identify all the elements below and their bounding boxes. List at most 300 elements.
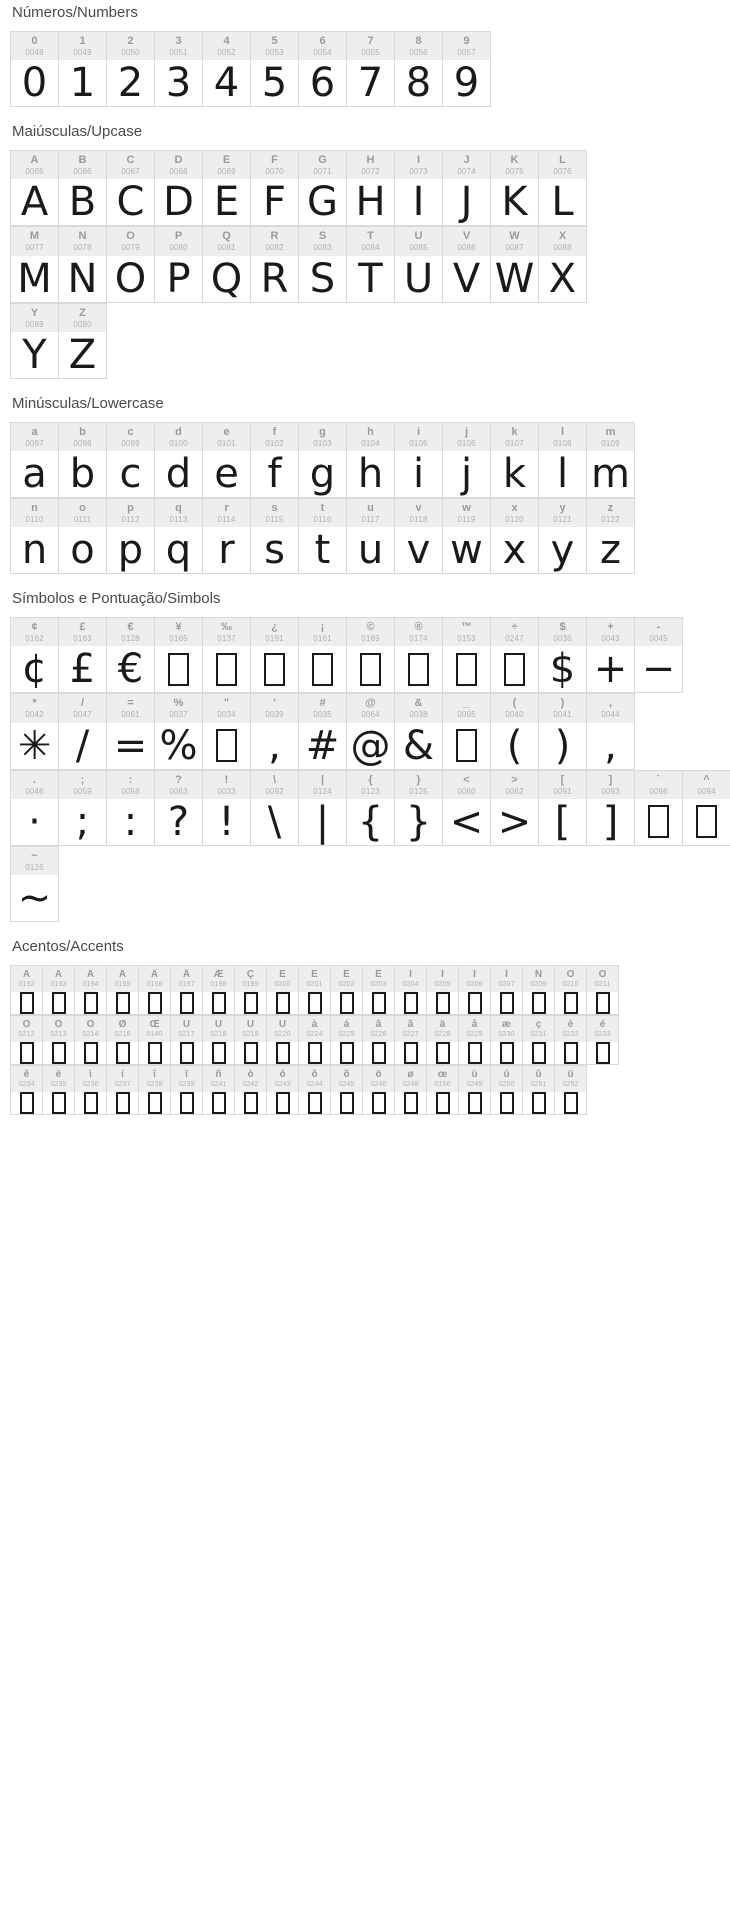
glyph-cell[interactable] <box>155 618 203 693</box>
glyph-header <box>11 227 58 255</box>
glyph-cell[interactable] <box>491 151 539 226</box>
glyph-header <box>427 966 458 992</box>
glyph-cell[interactable] <box>395 32 443 107</box>
glyph-cell[interactable] <box>347 618 395 693</box>
glyph-cell[interactable] <box>155 32 203 107</box>
glyph-cell[interactable] <box>107 1016 139 1065</box>
glyph-sample: K <box>491 179 538 225</box>
glyph-header <box>299 966 330 992</box>
glyph-code-label: 0070 <box>265 167 284 177</box>
glyph-cell[interactable] <box>139 1066 171 1115</box>
glyph-cell[interactable] <box>75 966 107 1015</box>
glyph-code-label: 0161 <box>313 634 332 644</box>
glyph-code-label: 0093 <box>601 786 620 796</box>
glyph-header <box>347 771 394 799</box>
glyph-header <box>43 1016 74 1042</box>
glyph-sample: } <box>395 799 442 845</box>
glyph-header <box>491 1016 522 1042</box>
glyph-cell[interactable] <box>59 618 107 693</box>
glyph-code-label: 0174 <box>409 634 428 644</box>
glyph-cell[interactable] <box>299 151 347 226</box>
glyph-cell[interactable] <box>235 1016 267 1065</box>
glyph-cell[interactable] <box>587 1016 619 1065</box>
glyph-sample: y <box>539 527 586 573</box>
glyph-header <box>331 966 362 992</box>
glyph-code-label: 0251 <box>530 1080 547 1088</box>
glyph-header <box>459 966 490 992</box>
glyph-cell[interactable] <box>203 618 251 693</box>
glyph-sample <box>171 992 202 1014</box>
glyph-cell[interactable] <box>171 966 203 1015</box>
glyph-code-label: 0219 <box>242 1030 259 1038</box>
glyph-cell[interactable] <box>587 499 635 574</box>
glyph-cell[interactable] <box>331 1016 363 1065</box>
glyph-sample: T <box>347 256 394 302</box>
glyph-sample: & <box>395 723 442 769</box>
glyph-cell[interactable] <box>11 966 43 1015</box>
glyph-code-label: 0101 <box>217 438 236 448</box>
glyph-code-label: 0056 <box>409 48 428 57</box>
glyph-header <box>107 32 154 60</box>
glyph-cell[interactable] <box>459 966 491 1015</box>
glyph-cell[interactable] <box>299 32 347 107</box>
glyph-code-label: 0107 <box>505 438 524 448</box>
glyph-cell[interactable] <box>443 771 491 846</box>
glyph-cell[interactable] <box>59 423 107 498</box>
glyph-sample <box>443 723 490 769</box>
missing-glyph-box-icon <box>216 653 237 686</box>
glyph-cell[interactable] <box>491 771 539 846</box>
glyph-cell[interactable] <box>107 771 155 846</box>
glyph-cell[interactable] <box>299 618 347 693</box>
glyph-cell[interactable] <box>539 771 587 846</box>
glyph-sample <box>555 992 586 1014</box>
glyph-cell[interactable] <box>11 227 59 302</box>
glyph-sample: = <box>107 723 154 769</box>
glyph-cell[interactable] <box>11 1016 43 1065</box>
glyph-cell[interactable] <box>203 423 251 498</box>
glyph-cell[interactable] <box>155 227 203 302</box>
glyph-code-label: 0064 <box>361 710 380 720</box>
glyph-cell[interactable] <box>331 1066 363 1115</box>
glyph-code-label: 0081 <box>217 243 236 253</box>
glyph-cell[interactable] <box>251 499 299 574</box>
glyph-cell[interactable] <box>139 966 171 1015</box>
glyph-cell[interactable] <box>347 771 395 846</box>
glyph-sample <box>107 1042 138 1064</box>
glyph-sample: L <box>539 179 586 225</box>
glyph-header <box>11 694 58 722</box>
glyph-header <box>107 151 154 179</box>
glyph-char-label: @ <box>365 697 376 710</box>
glyph-cell[interactable] <box>267 966 299 1015</box>
glyph-char-label: Õ <box>54 1018 63 1030</box>
glyph-cell[interactable] <box>139 1016 171 1065</box>
missing-glyph-box-icon <box>500 1092 514 1114</box>
section-title: Minúsculas/Lowercase <box>12 394 164 412</box>
glyph-sample: e <box>203 451 250 497</box>
glyph-code-label: 0055 <box>361 48 380 57</box>
glyph-cell[interactable] <box>443 694 491 769</box>
glyph-cell[interactable] <box>251 32 299 107</box>
glyph-sample <box>139 992 170 1014</box>
glyph-header <box>347 499 394 527</box>
glyph-cell[interactable] <box>171 1016 203 1065</box>
glyph-cell[interactable] <box>59 151 107 226</box>
glyph-char-label: m <box>605 425 616 438</box>
glyph-cell[interactable] <box>203 771 251 846</box>
glyph-sample <box>139 1042 170 1064</box>
glyph-cell[interactable] <box>43 1016 75 1065</box>
glyph-char-label: Á <box>54 968 63 980</box>
glyph-cell[interactable] <box>155 694 203 769</box>
glyph-sample: C <box>107 179 154 225</box>
glyph-cell[interactable] <box>251 227 299 302</box>
glyph-char-label: ò <box>247 1068 254 1080</box>
glyph-cell[interactable] <box>155 771 203 846</box>
glyph-cell[interactable] <box>107 227 155 302</box>
glyph-cell[interactable] <box>347 499 395 574</box>
glyph-cell[interactable] <box>555 966 587 1015</box>
glyph-code-label: 0097 <box>25 438 44 448</box>
glyph-cell[interactable] <box>347 32 395 107</box>
glyph-char-label: W <box>509 230 520 243</box>
missing-glyph-box-icon <box>212 1042 226 1064</box>
glyph-code-label: 0195 <box>114 980 131 988</box>
glyph-header <box>11 499 58 527</box>
glyph-cell[interactable] <box>491 966 523 1015</box>
glyph-char-label: ! <box>224 773 229 786</box>
glyph-cell[interactable] <box>395 771 443 846</box>
glyph-sample: 2 <box>107 60 154 106</box>
glyph-cell[interactable] <box>75 1066 107 1115</box>
glyph-cell[interactable] <box>107 618 155 693</box>
glyph-cell[interactable] <box>395 618 443 693</box>
glyph-sample: B <box>59 179 106 225</box>
glyph-code-label: 0209 <box>530 980 547 988</box>
glyph-sample <box>171 1042 202 1064</box>
glyph-cell[interactable] <box>11 304 59 379</box>
glyph-sample <box>43 1092 74 1114</box>
glyph-char-label: Ú <box>214 1018 223 1030</box>
glyph-cell[interactable] <box>587 423 635 498</box>
glyph-header <box>459 1066 490 1092</box>
glyph-cell[interactable] <box>443 499 491 574</box>
glyph-cell[interactable] <box>299 694 347 769</box>
glyph-cell[interactable] <box>11 151 59 226</box>
glyph-code-label: 0137 <box>217 634 236 644</box>
glyph-cell[interactable] <box>491 499 539 574</box>
glyph-cell[interactable] <box>299 1066 331 1115</box>
glyph-code-label: 0043 <box>601 634 620 644</box>
glyph-cell[interactable] <box>395 227 443 302</box>
glyph-cell[interactable] <box>427 1016 459 1065</box>
glyph-code-label: 0200 <box>274 980 291 988</box>
glyph-char-label: ó <box>279 1068 286 1080</box>
glyph-cell[interactable] <box>299 227 347 302</box>
glyph-cell[interactable] <box>363 1066 395 1115</box>
glyph-cell[interactable] <box>427 1066 459 1115</box>
glyph-cell[interactable] <box>539 694 587 769</box>
glyph-cell[interactable] <box>491 1066 523 1115</box>
glyph-cell[interactable] <box>171 1066 203 1115</box>
glyph-cell[interactable] <box>107 32 155 107</box>
glyph-header <box>347 32 394 60</box>
glyph-cell[interactable] <box>443 618 491 693</box>
glyph-code-label: 0119 <box>457 514 476 524</box>
glyph-char-label: $ <box>559 621 566 634</box>
glyph-cell[interactable] <box>523 966 555 1015</box>
glyph-sample: f <box>251 451 298 497</box>
glyph-cell[interactable] <box>395 694 443 769</box>
glyph-code-label: 0051 <box>169 48 188 57</box>
glyph-cell[interactable] <box>59 499 107 574</box>
glyph-code-label: 0236 <box>82 1080 99 1088</box>
glyph-header <box>587 1016 618 1042</box>
glyph-char-label: ä <box>439 1018 446 1030</box>
glyph-code-label: 0124 <box>313 786 332 796</box>
glyph-header <box>395 618 442 646</box>
glyph-cell[interactable] <box>539 618 587 693</box>
glyph-header <box>331 1066 362 1092</box>
glyph-cell[interactable] <box>107 694 155 769</box>
glyph-sample: c <box>107 451 154 497</box>
glyph-cell[interactable] <box>395 151 443 226</box>
missing-glyph-box-icon <box>468 1092 482 1114</box>
glyph-cell[interactable] <box>299 499 347 574</box>
glyph-cell[interactable] <box>251 151 299 226</box>
glyph-cell[interactable] <box>555 1066 587 1115</box>
glyph-cell[interactable] <box>459 1066 491 1115</box>
glyph-sample: o <box>59 527 106 573</box>
glyph-cell[interactable] <box>587 694 635 769</box>
glyph-char-label: Æ <box>213 968 224 980</box>
glyph-cell[interactable] <box>491 694 539 769</box>
glyph-cell[interactable] <box>299 771 347 846</box>
glyph-char-label: F <box>271 154 278 167</box>
missing-glyph-box-icon <box>404 992 418 1014</box>
glyph-cell[interactable] <box>299 1016 331 1065</box>
glyph-code-label: 0210 <box>562 980 579 988</box>
glyph-cell[interactable] <box>107 499 155 574</box>
glyph-sample <box>251 646 298 692</box>
glyph-cell[interactable] <box>11 499 59 574</box>
glyph-cell[interactable] <box>539 227 587 302</box>
glyph-cell[interactable] <box>59 771 107 846</box>
glyph-cell[interactable] <box>107 423 155 498</box>
glyph-cell[interactable] <box>107 151 155 226</box>
glyph-header <box>491 151 538 179</box>
glyph-cell[interactable] <box>539 151 587 226</box>
missing-glyph-box-icon <box>436 1092 450 1114</box>
glyph-char-label: ‰ <box>221 621 232 634</box>
glyph-char-label: ¥ <box>175 621 182 634</box>
glyph-sample: a <box>11 451 58 497</box>
glyph-cell[interactable] <box>347 694 395 769</box>
glyph-sample: 4 <box>203 60 250 106</box>
glyph-sample: Z <box>59 332 106 378</box>
glyph-cell[interactable] <box>107 1066 139 1115</box>
glyph-char-label: _ <box>463 697 470 710</box>
glyph-cell[interactable] <box>59 227 107 302</box>
glyph-cell[interactable] <box>11 694 59 769</box>
glyph-cell[interactable] <box>523 1016 555 1065</box>
glyph-cell[interactable] <box>251 423 299 498</box>
missing-glyph-box-icon <box>276 992 290 1014</box>
glyph-header <box>539 618 586 646</box>
glyph-cell[interactable] <box>11 847 59 922</box>
glyph-cell[interactable] <box>11 618 59 693</box>
glyph-code-label: 0073 <box>409 167 428 177</box>
glyph-cell[interactable] <box>203 227 251 302</box>
glyph-cell[interactable] <box>11 771 59 846</box>
glyph-cell[interactable] <box>59 694 107 769</box>
glyph-sample <box>443 646 490 692</box>
missing-glyph-box-icon <box>244 992 258 1014</box>
glyph-cell[interactable] <box>523 1066 555 1115</box>
glyph-cell[interactable] <box>203 1016 235 1065</box>
glyph-sample: n <box>11 527 58 573</box>
glyph-header <box>587 966 618 992</box>
glyph-sample <box>459 992 490 1014</box>
glyph-cell[interactable] <box>43 966 75 1015</box>
glyph-cell[interactable] <box>363 966 395 1015</box>
glyph-sample: O <box>107 256 154 302</box>
missing-glyph-box-icon <box>308 992 322 1014</box>
glyph-header <box>395 227 442 255</box>
glyph-sample: 6 <box>299 60 346 106</box>
glyph-cell[interactable] <box>235 1066 267 1115</box>
glyph-row <box>10 1065 587 1115</box>
glyph-sample <box>427 1042 458 1064</box>
glyph-cell[interactable] <box>267 1066 299 1115</box>
glyph-sample <box>459 1092 490 1114</box>
glyph-char-label: Å <box>182 968 191 980</box>
glyph-sample <box>491 646 538 692</box>
glyph-code-label: 0036 <box>553 634 572 644</box>
glyph-header <box>11 847 58 875</box>
glyph-code-label: 0109 <box>601 438 620 448</box>
glyph-cell[interactable] <box>251 618 299 693</box>
glyph-cell[interactable] <box>43 1066 75 1115</box>
glyph-cell[interactable] <box>107 966 139 1015</box>
glyph-header <box>59 423 106 451</box>
glyph-cell[interactable] <box>203 1066 235 1115</box>
glyph-cell[interactable] <box>267 1016 299 1065</box>
glyph-cell[interactable] <box>235 966 267 1015</box>
glyph-cell[interactable] <box>491 227 539 302</box>
glyph-char-label: î <box>153 1068 156 1080</box>
glyph-cell[interactable] <box>155 151 203 226</box>
glyph-cell[interactable] <box>395 1066 427 1115</box>
glyph-cell[interactable] <box>491 618 539 693</box>
glyph-char-label: ö <box>375 1068 382 1080</box>
glyph-cell[interactable] <box>203 694 251 769</box>
glyph-cell[interactable] <box>203 499 251 574</box>
glyph-cell[interactable] <box>155 499 203 574</box>
glyph-cell[interactable] <box>395 423 443 498</box>
glyph-cell[interactable] <box>539 499 587 574</box>
glyph-cell[interactable] <box>347 227 395 302</box>
glyph-cell[interactable] <box>443 151 491 226</box>
glyph-char-label: ã <box>407 1018 414 1030</box>
glyph-cell[interactable] <box>11 423 59 498</box>
glyph-char-label: ( <box>512 697 517 710</box>
missing-glyph-box-icon <box>212 992 226 1014</box>
glyph-header <box>395 1016 426 1042</box>
glyph-cell[interactable] <box>75 1016 107 1065</box>
glyph-char-label: 1 <box>79 35 86 47</box>
glyph-cell[interactable] <box>59 32 107 107</box>
glyph-cell[interactable] <box>299 966 331 1015</box>
glyph-sample: $ <box>539 646 586 692</box>
glyph-cell[interactable] <box>459 1016 491 1065</box>
glyph-cell[interactable] <box>587 618 635 693</box>
glyph-cell[interactable] <box>635 771 683 846</box>
glyph-cell[interactable] <box>11 32 59 107</box>
glyph-sample: I <box>395 179 442 225</box>
glyph-sample: @ <box>347 723 394 769</box>
glyph-cell[interactable] <box>395 499 443 574</box>
glyph-row <box>10 1015 619 1065</box>
glyph-cell[interactable] <box>299 423 347 498</box>
glyph-code-label: 0054 <box>313 48 332 57</box>
glyph-cell[interactable] <box>203 966 235 1015</box>
glyph-cell[interactable] <box>203 151 251 226</box>
glyph-header <box>75 1066 106 1092</box>
glyph-cell[interactable] <box>491 423 539 498</box>
glyph-cell[interactable] <box>331 966 363 1015</box>
glyph-cell[interactable] <box>539 423 587 498</box>
glyph-cell[interactable] <box>555 1016 587 1065</box>
glyph-sample: p <box>107 527 154 573</box>
glyph-header <box>139 1066 170 1092</box>
glyph-cell[interactable] <box>363 1016 395 1065</box>
glyph-header <box>587 618 634 646</box>
glyph-sample: Y <box>11 332 58 378</box>
glyph-cell[interactable] <box>683 771 730 846</box>
glyph-cell[interactable] <box>203 32 251 107</box>
glyph-sample <box>395 1092 426 1114</box>
glyph-cell[interactable] <box>395 966 427 1015</box>
glyph-cell[interactable] <box>347 151 395 226</box>
glyph-char-label: æ <box>502 1018 511 1030</box>
glyph-cell[interactable] <box>347 423 395 498</box>
glyph-cell[interactable] <box>443 227 491 302</box>
glyph-cell[interactable] <box>587 771 635 846</box>
glyph-cell[interactable] <box>427 966 459 1015</box>
glyph-sample <box>555 1092 586 1114</box>
glyph-cell[interactable] <box>491 1016 523 1065</box>
glyph-cell[interactable] <box>11 1066 43 1115</box>
glyph-cell[interactable] <box>395 1016 427 1065</box>
glyph-cell[interactable] <box>443 423 491 498</box>
glyph-cell[interactable] <box>443 32 491 107</box>
glyph-header <box>347 618 394 646</box>
glyph-cell[interactable] <box>251 771 299 846</box>
glyph-cell[interactable] <box>59 304 107 379</box>
glyph-code-label: 0048 <box>25 48 44 57</box>
glyph-char-label: Í <box>441 968 444 980</box>
glyph-cell[interactable] <box>251 694 299 769</box>
glyph-header <box>107 1066 138 1092</box>
glyph-header <box>155 499 202 527</box>
glyph-cell[interactable] <box>635 618 683 693</box>
glyph-cell[interactable] <box>587 966 619 1015</box>
glyph-code-label: 0128 <box>121 634 140 644</box>
glyph-cell[interactable] <box>155 423 203 498</box>
glyph-char-label: - <box>656 621 661 634</box>
